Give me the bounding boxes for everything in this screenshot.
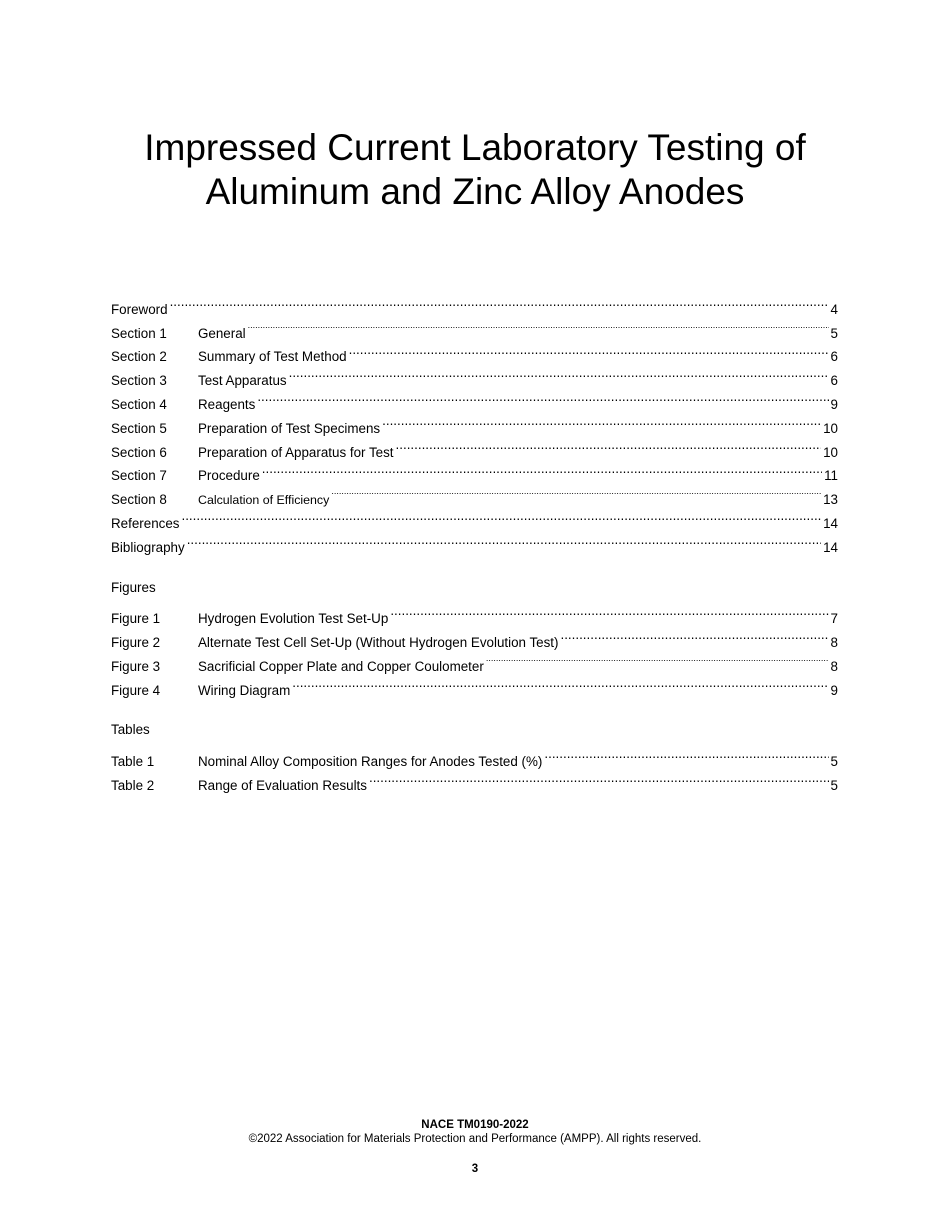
toc-entry-page: 5 bbox=[830, 777, 838, 793]
toc-entry-label: Section 4 bbox=[111, 396, 167, 412]
toc-entry-text: Bibliography bbox=[111, 539, 185, 555]
toc-entry-label: Section 3 bbox=[111, 373, 167, 389]
toc-entry-page: 9 bbox=[830, 396, 838, 412]
toc-entry-page: 5 bbox=[830, 325, 838, 341]
toc-entry-label: Figure 1 bbox=[111, 611, 161, 627]
dot-leader bbox=[382, 409, 821, 433]
dot-leader bbox=[560, 623, 828, 647]
toc-entry-page: 14 bbox=[823, 539, 838, 555]
toc-entry-text: Wiring Diagram bbox=[198, 682, 291, 698]
toc-entry-label: Section 1 bbox=[111, 325, 167, 341]
toc-entry-text: Summary of Test Method bbox=[198, 349, 347, 365]
toc-entry-label: Figure 2 bbox=[111, 634, 161, 650]
toc-entry-label: Section 8 bbox=[111, 492, 167, 508]
toc-entry-label: Section 2 bbox=[111, 349, 167, 365]
dot-leader bbox=[289, 361, 829, 385]
toc-entry-page: 6 bbox=[830, 373, 838, 389]
dot-leader bbox=[170, 290, 829, 314]
toc-entry-text: Procedure bbox=[198, 468, 260, 484]
dot-leader bbox=[349, 338, 829, 362]
title-line-1: Impressed Current Laboratory Testing of bbox=[144, 127, 806, 168]
dot-leader bbox=[331, 480, 821, 504]
toc-entry-page: 9 bbox=[830, 682, 838, 698]
toc-entry-label: Figure 3 bbox=[111, 658, 161, 674]
toc-entry-label: Section 5 bbox=[111, 420, 167, 436]
toc-entry-text: Nominal Alloy Composition Ranges for Anodes Tested (%) bbox=[198, 753, 543, 769]
toc-entry-page: 14 bbox=[823, 515, 838, 531]
dot-leader bbox=[396, 433, 822, 457]
toc-entry-bibliography[interactable] bbox=[111, 528, 838, 555]
toc-entry-text: Foreword bbox=[111, 301, 168, 317]
footer-copyright: ©2022 Association for Materials Protection and Performance (AMPP). All rights reserved. bbox=[248, 1133, 702, 1145]
title-line-2: Aluminum and Zinc Alloy Anodes bbox=[205, 171, 745, 212]
toc-entry-text: Reagents bbox=[198, 396, 256, 412]
toc-entry-page: 8 bbox=[830, 634, 838, 650]
toc-entry-text: Preparation of Test Specimens bbox=[198, 420, 381, 436]
dot-leader bbox=[544, 742, 828, 766]
toc-entry-page: 11 bbox=[824, 468, 838, 484]
toc-entry-page: 10 bbox=[823, 444, 838, 460]
toc-entry-text: Alternate Test Cell Set-Up (Without Hydrogen Evolution Test) bbox=[198, 634, 559, 650]
toc-entry-section-1[interactable] bbox=[111, 314, 838, 341]
dot-leader bbox=[181, 504, 821, 528]
dot-leader bbox=[390, 599, 828, 623]
footer-document-id: NACE TM0190-2022 bbox=[421, 1119, 529, 1131]
spacer bbox=[111, 552, 838, 576]
dot-leader bbox=[187, 528, 821, 552]
toc-entry-figure-1[interactable] bbox=[111, 599, 838, 627]
dot-leader bbox=[369, 766, 829, 790]
toc-entry-page: 10 bbox=[823, 420, 838, 436]
toc-entry-label: Figure 4 bbox=[111, 682, 161, 698]
toc-entry-references[interactable] bbox=[111, 504, 838, 531]
table-of-contents bbox=[111, 290, 838, 793]
footer-page-number: 3 bbox=[471, 1163, 479, 1175]
dot-leader bbox=[257, 385, 828, 409]
toc-entry-table-1[interactable] bbox=[111, 742, 838, 769]
toc-entry-label: Table 2 bbox=[111, 777, 155, 793]
toc-entry-page: 13 bbox=[823, 492, 838, 508]
dot-leader bbox=[262, 457, 822, 481]
toc-entry-page: 8 bbox=[830, 658, 838, 674]
toc-entry-foreword[interactable] bbox=[111, 290, 838, 317]
document-title bbox=[0, 126, 950, 214]
tables-heading: Tables bbox=[111, 722, 150, 738]
toc-entry-text: Preparation of Apparatus for Test bbox=[198, 444, 394, 460]
toc-entry-text: General bbox=[198, 325, 246, 341]
toc-entry-text: Hydrogen Evolution Test Set-Up bbox=[198, 611, 389, 627]
toc-entry-page: 6 bbox=[830, 349, 838, 365]
toc-entry-page: 7 bbox=[830, 611, 838, 627]
dot-leader bbox=[486, 647, 829, 671]
figures-heading: Figures bbox=[111, 579, 156, 595]
toc-entry-text: References bbox=[111, 515, 180, 531]
toc-entry-label: Section 7 bbox=[111, 468, 167, 484]
toc-entry-text: Calculation of Efficiency bbox=[198, 493, 330, 508]
toc-entry-label: Section 6 bbox=[111, 444, 167, 460]
dot-leader bbox=[248, 314, 829, 338]
toc-entry-label: Table 1 bbox=[111, 753, 155, 769]
toc-entry-text: Sacrificial Copper Plate and Copper Coulometer bbox=[198, 658, 484, 674]
toc-entry-text: Range of Evaluation Results bbox=[198, 777, 367, 793]
toc-entry-text: Test Apparatus bbox=[198, 373, 287, 389]
toc-entry-page: 4 bbox=[830, 301, 838, 317]
toc-entry-page: 5 bbox=[830, 753, 838, 769]
dot-leader bbox=[292, 671, 828, 695]
